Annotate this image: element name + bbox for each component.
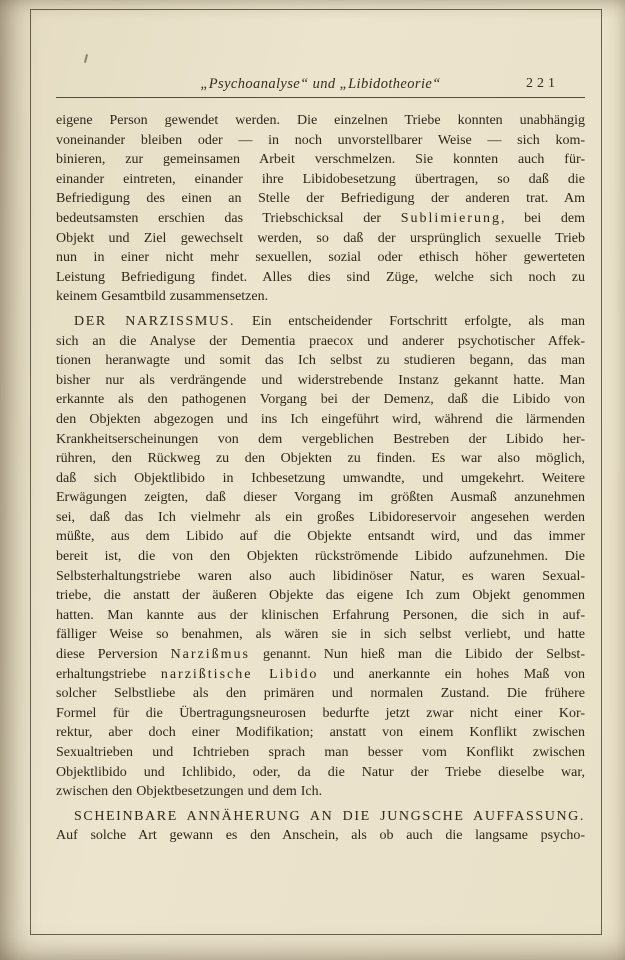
text-segment: erhaltungstriebe [56,666,161,682]
text-line [56,312,585,332]
emphasized-text: Narzißmus [170,647,250,663]
text-line [56,527,585,547]
run-in-heading: SCHEINBARE ANNÄHERUNG AN DIE JUNGSCHE AUFFASSUNG. [74,808,585,824]
text-line [56,469,585,489]
text-line [56,410,585,430]
text-segment: und anerkannte ein hohes Maß von [318,666,585,682]
text-segment: diese Perversion [56,647,171,663]
emphasized-text: Sublimierung [400,210,501,226]
text-line [56,782,585,802]
scan-artifact-mark [84,54,88,63]
text-line [56,371,585,391]
page-content [56,74,585,846]
text-segment: Objekt und Ziel gewechselt werden, so daß der ursprünglich sexuelle Trieb [56,230,585,246]
text-segment: hatten. Man kannte aus der klinischen Erfahrung Personen, die sich in auf- [56,607,585,623]
running-title: „Psychoanalyse“ und „Libidotheorie“ [200,76,441,92]
text-block [56,111,585,846]
text-segment: fälliger Weise so benahmen, als wären sie in sich selbst verliebt, und hatte [56,627,585,643]
text-segment: Ein entscheidender Fortschritt erfolgte, als man [235,313,585,329]
text-line [56,665,585,685]
text-segment: binieren, zur gemeinsamen Arbeit verschmelzen. Sie konnten auch für- [56,152,585,168]
text-line [56,723,585,743]
text-line [56,645,585,665]
text-line [56,547,585,567]
text-segment: rektur, aber doch einer Modifikation; anstatt von einem Konflikt zwischen [56,725,585,741]
text-line [56,111,585,131]
text-segment: , bei dem [500,210,585,226]
text-line [56,430,585,450]
text-segment: den Objekten abgezogen und ins Ich eingeführt wird, während die lärmenden [56,411,585,427]
paragraph [56,111,585,307]
text-line [56,209,585,229]
text-line [56,170,585,190]
text-segment: Sexualtrieben und Ichtrieben sprach man besser vom Konflikt zwischen [56,745,585,760]
text-segment: Auf solche Art gewann es den Anschein, als ob auch die langsame psycho- [56,828,585,844]
text-segment: Krankheitserscheinungen von dem vergeblichen Bestreben der Libido her- [56,431,585,447]
text-segment: sei, daß das Ich vielmehr als ein großes Libidoreservoir angesehen werden [56,509,585,525]
text-line [56,332,585,352]
paragraph [56,807,585,846]
text-line [56,704,585,724]
text-line [56,390,585,410]
text-line [56,606,585,626]
text-segment: bedeutsamsten erschien das Triebschicksal der [56,210,401,226]
text-line [56,229,585,249]
text-line [56,625,585,645]
text-line [56,826,585,846]
text-segment: einander eintreten, einander ihre Libidobesetzung übertragen, so daß die [56,171,585,187]
text-segment: rühren, den Rückweg zu den Objekten zu finden. Es war also möglich, [56,451,585,467]
text-segment: Leistung Befriedigung findet. Alles dies sind Züge, welche sich noch zu [56,269,585,285]
text-segment: solcher Selbstliebe als den primären und normalen Zustand. Die frühere [56,686,585,702]
text-line [56,287,585,307]
text-segment: Befriedigung des einen an Stelle der Befriedigung der anderen trat. Am [56,191,585,207]
text-line [56,567,585,587]
text-segment: sich an die Analyse der Dementia praecox und anderer psychotischer Affek- [56,333,585,349]
text-segment: bisher nur als verdrängende und widerstrebende Instanz gekannt hatte. Man [56,372,585,388]
text-line [56,351,585,371]
page-number: 221 [526,76,559,91]
text-line [56,508,585,528]
text-segment: daß sich Objektlibido in Ichbesetzung umwandte, und umgekehrt. Weitere [56,470,585,486]
text-segment: genannt. Nun hieß man die Libido der Selbst- [250,647,585,663]
text-line [56,763,585,783]
text-line [56,488,585,508]
text-segment: triebe, die anstatt der äußeren Objekte das eigene Ich zum Objekt genommen [56,588,585,604]
text-segment: keinem Gesamtbild zusammensetzen. [56,289,269,305]
text-segment: voneinander bleiben oder — in noch unvorstellbarer Weise — sich kom- [56,132,585,148]
page-header [56,74,585,94]
text-segment: Selbsterhaltungstriebe waren also auch libidinöser Natur, es waren Sexual- [56,568,585,584]
text-line [56,807,585,827]
paragraph [56,312,585,802]
run-in-heading: DER NARZISSMUS. [74,313,236,329]
text-line [56,743,585,763]
text-line [56,268,585,288]
text-segment: Erwägungen zeigten, daß dieser Vorgang im größten Ausmaß anzunehmen [56,490,585,506]
text-line [56,684,585,704]
text-segment: erkannte als den pathogenen Vorgang bei der Demenz, daß die Libido von [56,392,585,408]
text-line [56,131,585,151]
text-line [56,189,585,209]
text-line [56,449,585,469]
text-segment: müßte, aus dem Libido auf die Objekte entsandt wird, und das immer [56,529,585,545]
text-segment: tionen heranwagte und somit das Ich selbst zu studieren begann, das man [56,353,585,369]
header-rule [56,97,585,98]
text-segment: Formel für die Übertragungsneurosen bedurfte jetzt zwar nicht einer Kor- [56,705,585,721]
text-segment: zwischen den Objektbesetzungen und dem Ich. [56,784,323,800]
text-line [56,248,585,268]
text-segment: bereit ist, die von den Objekten rückströmende Libido aufzunehmen. Die [56,549,585,565]
text-line [56,150,585,170]
text-segment: nun in einer nicht mehr sexuellen, sozial oder ethisch höher gewerteten [56,250,585,266]
emphasized-text: narzißtische Libido [160,666,319,682]
text-segment: Objektlibido und Ichlibido, oder, da die Natur der Triebe dieselbe war, [56,764,585,780]
text-line [56,586,585,606]
text-segment: eigene Person gewendet werden. Die einzelnen Triebe konnten unabhängig [56,113,585,128]
